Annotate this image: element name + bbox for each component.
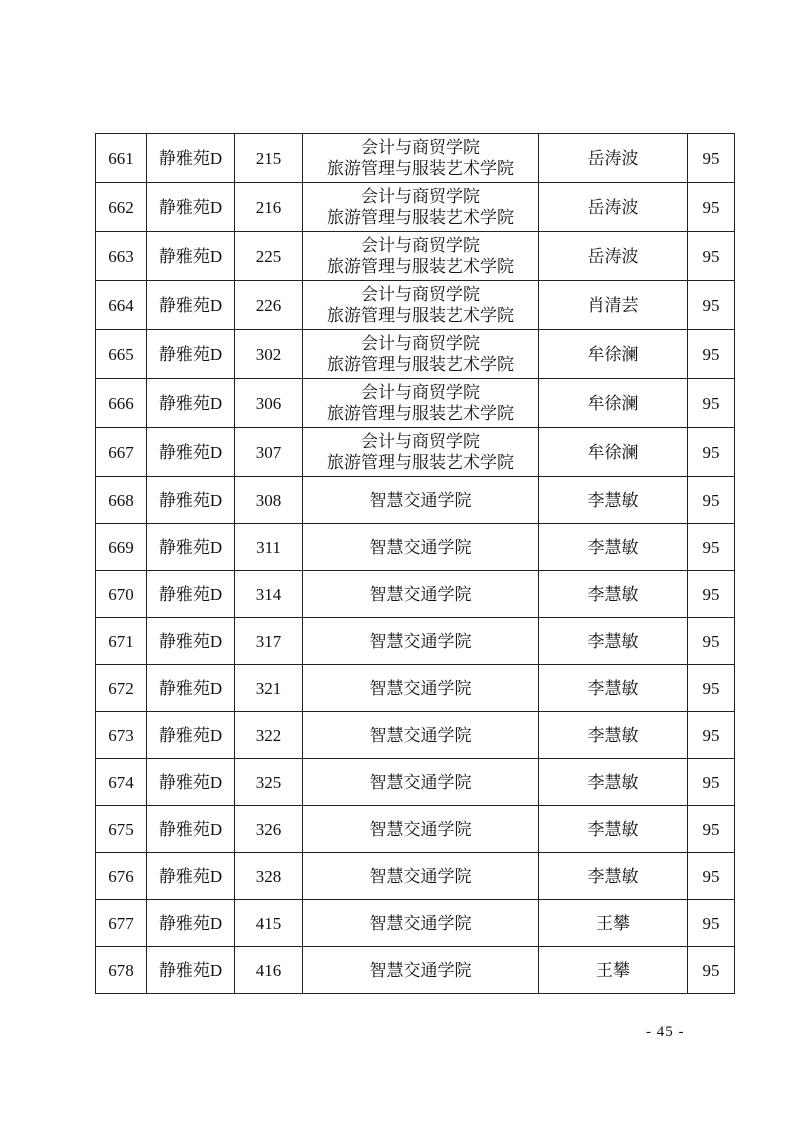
- college-cell: [303, 759, 539, 806]
- building-cell: 静雅苑D: [147, 428, 235, 477]
- table-row: [96, 759, 735, 806]
- college-line: 智慧交通学院: [369, 960, 472, 980]
- score-cell: 95: [688, 900, 735, 947]
- table-row: [96, 330, 735, 379]
- room-number-cell: 226: [235, 281, 303, 330]
- college-cell: [303, 900, 539, 947]
- row-number-cell: 665: [96, 330, 147, 379]
- row-number-cell: 661: [96, 134, 147, 183]
- table-row: [96, 571, 735, 618]
- row-number-cell: 671: [96, 618, 147, 665]
- college-cell: [303, 665, 539, 712]
- inspector-name-cell: 李慧敏: [539, 853, 688, 900]
- row-number-cell: 666: [96, 379, 147, 428]
- score-cell: 95: [688, 379, 735, 428]
- room-number-cell: 317: [235, 618, 303, 665]
- building-cell: 静雅苑D: [147, 900, 235, 947]
- college-line: 会计与商贸学院: [361, 432, 480, 451]
- row-number-cell: 676: [96, 853, 147, 900]
- building-cell: 静雅苑D: [147, 947, 235, 994]
- score-cell: 95: [688, 330, 735, 379]
- building-cell: 静雅苑D: [147, 665, 235, 712]
- room-number-cell: 416: [235, 947, 303, 994]
- table-row: [96, 232, 735, 281]
- college-cell: [303, 183, 539, 232]
- college-line: 智慧交通学院: [369, 772, 472, 792]
- college-cell: [303, 618, 539, 665]
- building-cell: 静雅苑D: [147, 759, 235, 806]
- college-cell: [303, 853, 539, 900]
- room-number-cell: 216: [235, 183, 303, 232]
- college-line: 旅游管理与服装艺术学院: [327, 453, 514, 472]
- building-cell: 静雅苑D: [147, 183, 235, 232]
- room-number-cell: 306: [235, 379, 303, 428]
- college-line: 会计与商贸学院: [361, 236, 480, 255]
- score-cell: 95: [688, 806, 735, 853]
- inspector-name-cell: 肖清芸: [539, 281, 688, 330]
- college-line: 旅游管理与服装艺术学院: [327, 208, 514, 227]
- table-row: [96, 900, 735, 947]
- college-line: 旅游管理与服装艺术学院: [327, 159, 514, 178]
- score-cell: 95: [688, 232, 735, 281]
- college-line: 会计与商贸学院: [361, 334, 480, 353]
- row-number-cell: 663: [96, 232, 147, 281]
- college-line: 旅游管理与服装艺术学院: [327, 257, 514, 276]
- college-cell: [303, 428, 539, 477]
- score-cell: 95: [688, 665, 735, 712]
- college-line: 智慧交通学院: [369, 631, 472, 651]
- room-number-cell: 322: [235, 712, 303, 759]
- page-number: - 45 -: [646, 1024, 685, 1040]
- table-row: [96, 947, 735, 994]
- table-row: [96, 853, 735, 900]
- row-number-cell: 677: [96, 900, 147, 947]
- score-cell: 95: [688, 618, 735, 665]
- room-number-cell: 215: [235, 134, 303, 183]
- building-cell: 静雅苑D: [147, 281, 235, 330]
- college-line: 旅游管理与服装艺术学院: [327, 355, 514, 374]
- row-number-cell: 670: [96, 571, 147, 618]
- table-row: [96, 806, 735, 853]
- college-line: 智慧交通学院: [369, 819, 472, 839]
- college-cell: [303, 379, 539, 428]
- building-cell: 静雅苑D: [147, 524, 235, 571]
- college-cell: [303, 330, 539, 379]
- college-line: 旅游管理与服装艺术学院: [327, 306, 514, 325]
- college-line: 会计与商贸学院: [361, 285, 480, 304]
- table-row: [96, 665, 735, 712]
- college-line: 会计与商贸学院: [361, 138, 480, 157]
- college-cell: [303, 281, 539, 330]
- row-number-cell: 664: [96, 281, 147, 330]
- college-line: 智慧交通学院: [369, 678, 472, 698]
- building-cell: 静雅苑D: [147, 330, 235, 379]
- inspector-name-cell: 王攀: [539, 947, 688, 994]
- college-line: 智慧交通学院: [369, 866, 472, 886]
- college-line: 智慧交通学院: [369, 725, 472, 745]
- room-number-cell: 321: [235, 665, 303, 712]
- college-cell: [303, 524, 539, 571]
- college-cell: [303, 947, 539, 994]
- college-cell: [303, 806, 539, 853]
- row-number-cell: 675: [96, 806, 147, 853]
- college-line: 会计与商贸学院: [361, 187, 480, 206]
- building-cell: 静雅苑D: [147, 232, 235, 281]
- building-cell: 静雅苑D: [147, 806, 235, 853]
- inspector-name-cell: 李慧敏: [539, 618, 688, 665]
- score-cell: 95: [688, 759, 735, 806]
- room-number-cell: 326: [235, 806, 303, 853]
- inspector-name-cell: 王攀: [539, 900, 688, 947]
- table-row: [96, 379, 735, 428]
- room-number-cell: 328: [235, 853, 303, 900]
- college-line: 智慧交通学院: [369, 537, 472, 557]
- inspector-name-cell: 李慧敏: [539, 806, 688, 853]
- building-cell: 静雅苑D: [147, 712, 235, 759]
- building-cell: 静雅苑D: [147, 618, 235, 665]
- score-cell: 95: [688, 712, 735, 759]
- college-line: 智慧交通学院: [369, 584, 472, 604]
- building-cell: 静雅苑D: [147, 571, 235, 618]
- score-cell: 95: [688, 134, 735, 183]
- table-row: [96, 281, 735, 330]
- room-number-cell: 308: [235, 477, 303, 524]
- table-row: [96, 477, 735, 524]
- score-cell: 95: [688, 281, 735, 330]
- table-row: [96, 524, 735, 571]
- college-cell: [303, 712, 539, 759]
- row-number-cell: 673: [96, 712, 147, 759]
- row-number-cell: 667: [96, 428, 147, 477]
- building-cell: 静雅苑D: [147, 379, 235, 428]
- row-number-cell: 662: [96, 183, 147, 232]
- table-row: [96, 712, 735, 759]
- table-row: [96, 618, 735, 665]
- row-number-cell: 668: [96, 477, 147, 524]
- row-number-cell: 672: [96, 665, 147, 712]
- score-cell: 95: [688, 571, 735, 618]
- inspector-name-cell: 牟徐澜: [539, 379, 688, 428]
- inspector-name-cell: 岳涛波: [539, 134, 688, 183]
- room-number-cell: 325: [235, 759, 303, 806]
- room-number-cell: 225: [235, 232, 303, 281]
- row-number-cell: 674: [96, 759, 147, 806]
- building-cell: 静雅苑D: [147, 853, 235, 900]
- row-number-cell: 669: [96, 524, 147, 571]
- table-row: [96, 134, 735, 183]
- row-number-cell: 678: [96, 947, 147, 994]
- inspector-name-cell: 岳涛波: [539, 232, 688, 281]
- room-number-cell: 302: [235, 330, 303, 379]
- college-cell: [303, 232, 539, 281]
- inspector-name-cell: 李慧敏: [539, 712, 688, 759]
- inspector-name-cell: 李慧敏: [539, 759, 688, 806]
- college-line: 旅游管理与服装艺术学院: [327, 404, 514, 423]
- inspector-name-cell: 岳涛波: [539, 183, 688, 232]
- inspector-name-cell: 李慧敏: [539, 524, 688, 571]
- college-line: 智慧交通学院: [369, 913, 472, 933]
- college-line: 会计与商贸学院: [361, 383, 480, 402]
- score-cell: 95: [688, 477, 735, 524]
- table-row: [96, 428, 735, 477]
- building-cell: 静雅苑D: [147, 477, 235, 524]
- college-line: 智慧交通学院: [369, 490, 472, 510]
- score-cell: 95: [688, 428, 735, 477]
- inspector-name-cell: 李慧敏: [539, 665, 688, 712]
- room-number-cell: 311: [235, 524, 303, 571]
- score-cell: 95: [688, 853, 735, 900]
- college-cell: [303, 134, 539, 183]
- room-number-cell: 314: [235, 571, 303, 618]
- table-row: [96, 183, 735, 232]
- dormitory-score-table: [95, 133, 735, 994]
- room-number-cell: 415: [235, 900, 303, 947]
- inspector-name-cell: 牟徐澜: [539, 330, 688, 379]
- inspector-name-cell: 牟徐澜: [539, 428, 688, 477]
- college-cell: [303, 477, 539, 524]
- college-cell: [303, 571, 539, 618]
- score-cell: 95: [688, 524, 735, 571]
- score-cell: 95: [688, 947, 735, 994]
- score-cell: 95: [688, 183, 735, 232]
- inspector-name-cell: 李慧敏: [539, 477, 688, 524]
- building-cell: 静雅苑D: [147, 134, 235, 183]
- inspector-name-cell: 李慧敏: [539, 571, 688, 618]
- table-body: [96, 134, 735, 994]
- room-number-cell: 307: [235, 428, 303, 477]
